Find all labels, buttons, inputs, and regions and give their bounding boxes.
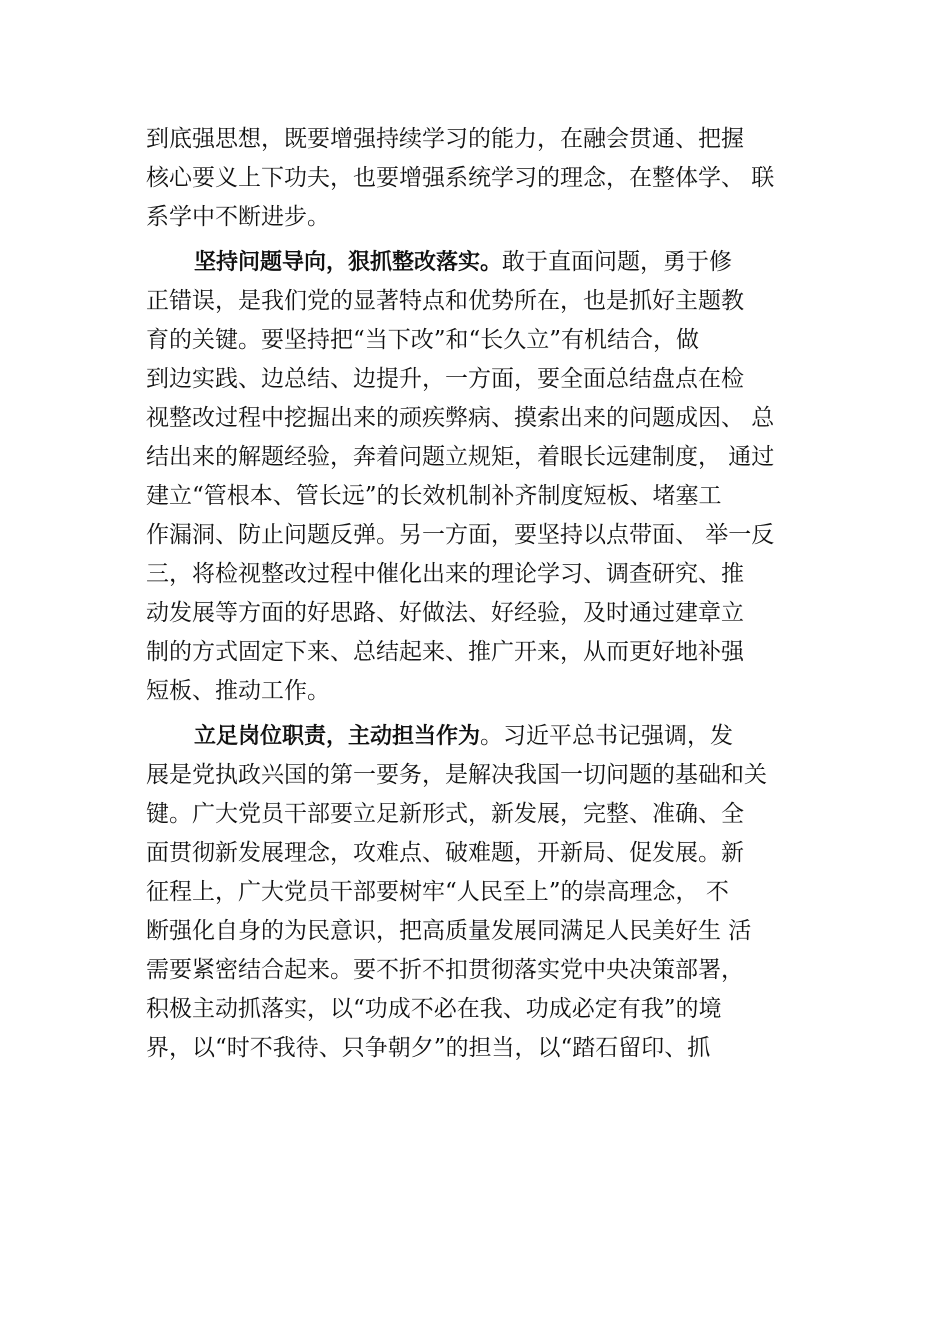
paragraph-2-line: 到边实践、边总结、边提升，一方面，要全面总结盘点在检 xyxy=(146,366,744,392)
paragraph-3-line: 需要紧密结合起来。要不折不扣贯彻落实党中央决策部署， xyxy=(146,957,744,983)
paragraph-2-line: 建立“管根本、管长远”的长效机制补齐制度短板、堵塞工 xyxy=(146,483,722,509)
paragraph-2-line: 结出来的解题经验，奔着问题立规矩，着眼长远建制度， 通过 xyxy=(146,444,775,470)
document-body xyxy=(146,120,836,1074)
paragraph-2-line: 三，将检视整改过程中催化出来的理论学习、调查研究、推 xyxy=(146,561,744,587)
paragraph-2-line: 动发展等方面的好思路、好做法、好经验，及时通过建章立 xyxy=(146,600,744,626)
paragraph-3-line: 面贯彻新发展理念，攻难点、破难题，开新局、促发展。新 xyxy=(146,840,744,866)
paragraph-3-line: 展是党执政兴国的第一要务，是解决我国一切问题的基础和关 xyxy=(146,762,767,788)
paragraph-2-heading: 坚持问题导向，狠抓整改落实。 xyxy=(194,250,503,275)
paragraph-2-line: 制的方式固定下来、总结起来、推广开来，从而更好地补强 xyxy=(146,639,744,665)
paragraph-3-first-line xyxy=(146,717,836,756)
paragraph-1-line: 到底强思想，既要增强持续学习的能力，在融会贯通、把握 xyxy=(146,126,744,152)
paragraph-3-heading: 立足岗位职责，主动担当作为 xyxy=(194,724,481,749)
paragraph-1-line: 系学中不断进步。 xyxy=(146,204,330,230)
paragraph-3 xyxy=(146,717,836,1068)
paragraph-3-first-text: 。习近平总书记强调，发 xyxy=(480,723,734,749)
paragraph-1-line: 核心要义上下功夫，也要增强系统学习的理念，在整体学、 联 xyxy=(146,165,775,191)
paragraph-3-line: 征程上，广大党员干部要树牢“人民至上”的崇高理念， 不 xyxy=(146,879,729,905)
paragraph-3-line: 断强化自身的为民意识，把高质量发展同满足人民美好生 活 xyxy=(146,918,752,944)
paragraph-2-line: 视整改过程中挖掘出来的顽疾弊病、摸索出来的问题成因、 总 xyxy=(146,405,775,431)
paragraph-1 xyxy=(146,120,836,237)
paragraph-3-line: 积极主动抓落实，以“功成不必在我、功成必定有我”的境 xyxy=(146,996,722,1022)
paragraph-2-line: 作漏洞、防止问题反弹。另一方面，要坚持以点带面、 举一反 xyxy=(146,522,775,548)
paragraph-2-first-line xyxy=(146,243,836,282)
paragraph-2-line: 短板、推动工作。 xyxy=(146,678,330,704)
paragraph-2-line: 育的关键。要坚持把“当下改”和“长久立”有机结合，做 xyxy=(146,327,700,353)
paragraph-3-line: 键。广大党员干部要立足新形式，新发展，完整、准确、全 xyxy=(146,801,744,827)
paragraph-2-first-text: 敢于直面问题，勇于修 xyxy=(502,249,733,275)
paragraph-2-line: 正错误，是我们党的显著特点和优势所在，也是抓好主题教 xyxy=(146,288,744,314)
paragraph-2 xyxy=(146,243,836,711)
paragraph-3-line: 界，以“时不我待、只争朝夕”的担当，以“踏石留印、抓 xyxy=(146,1035,711,1061)
